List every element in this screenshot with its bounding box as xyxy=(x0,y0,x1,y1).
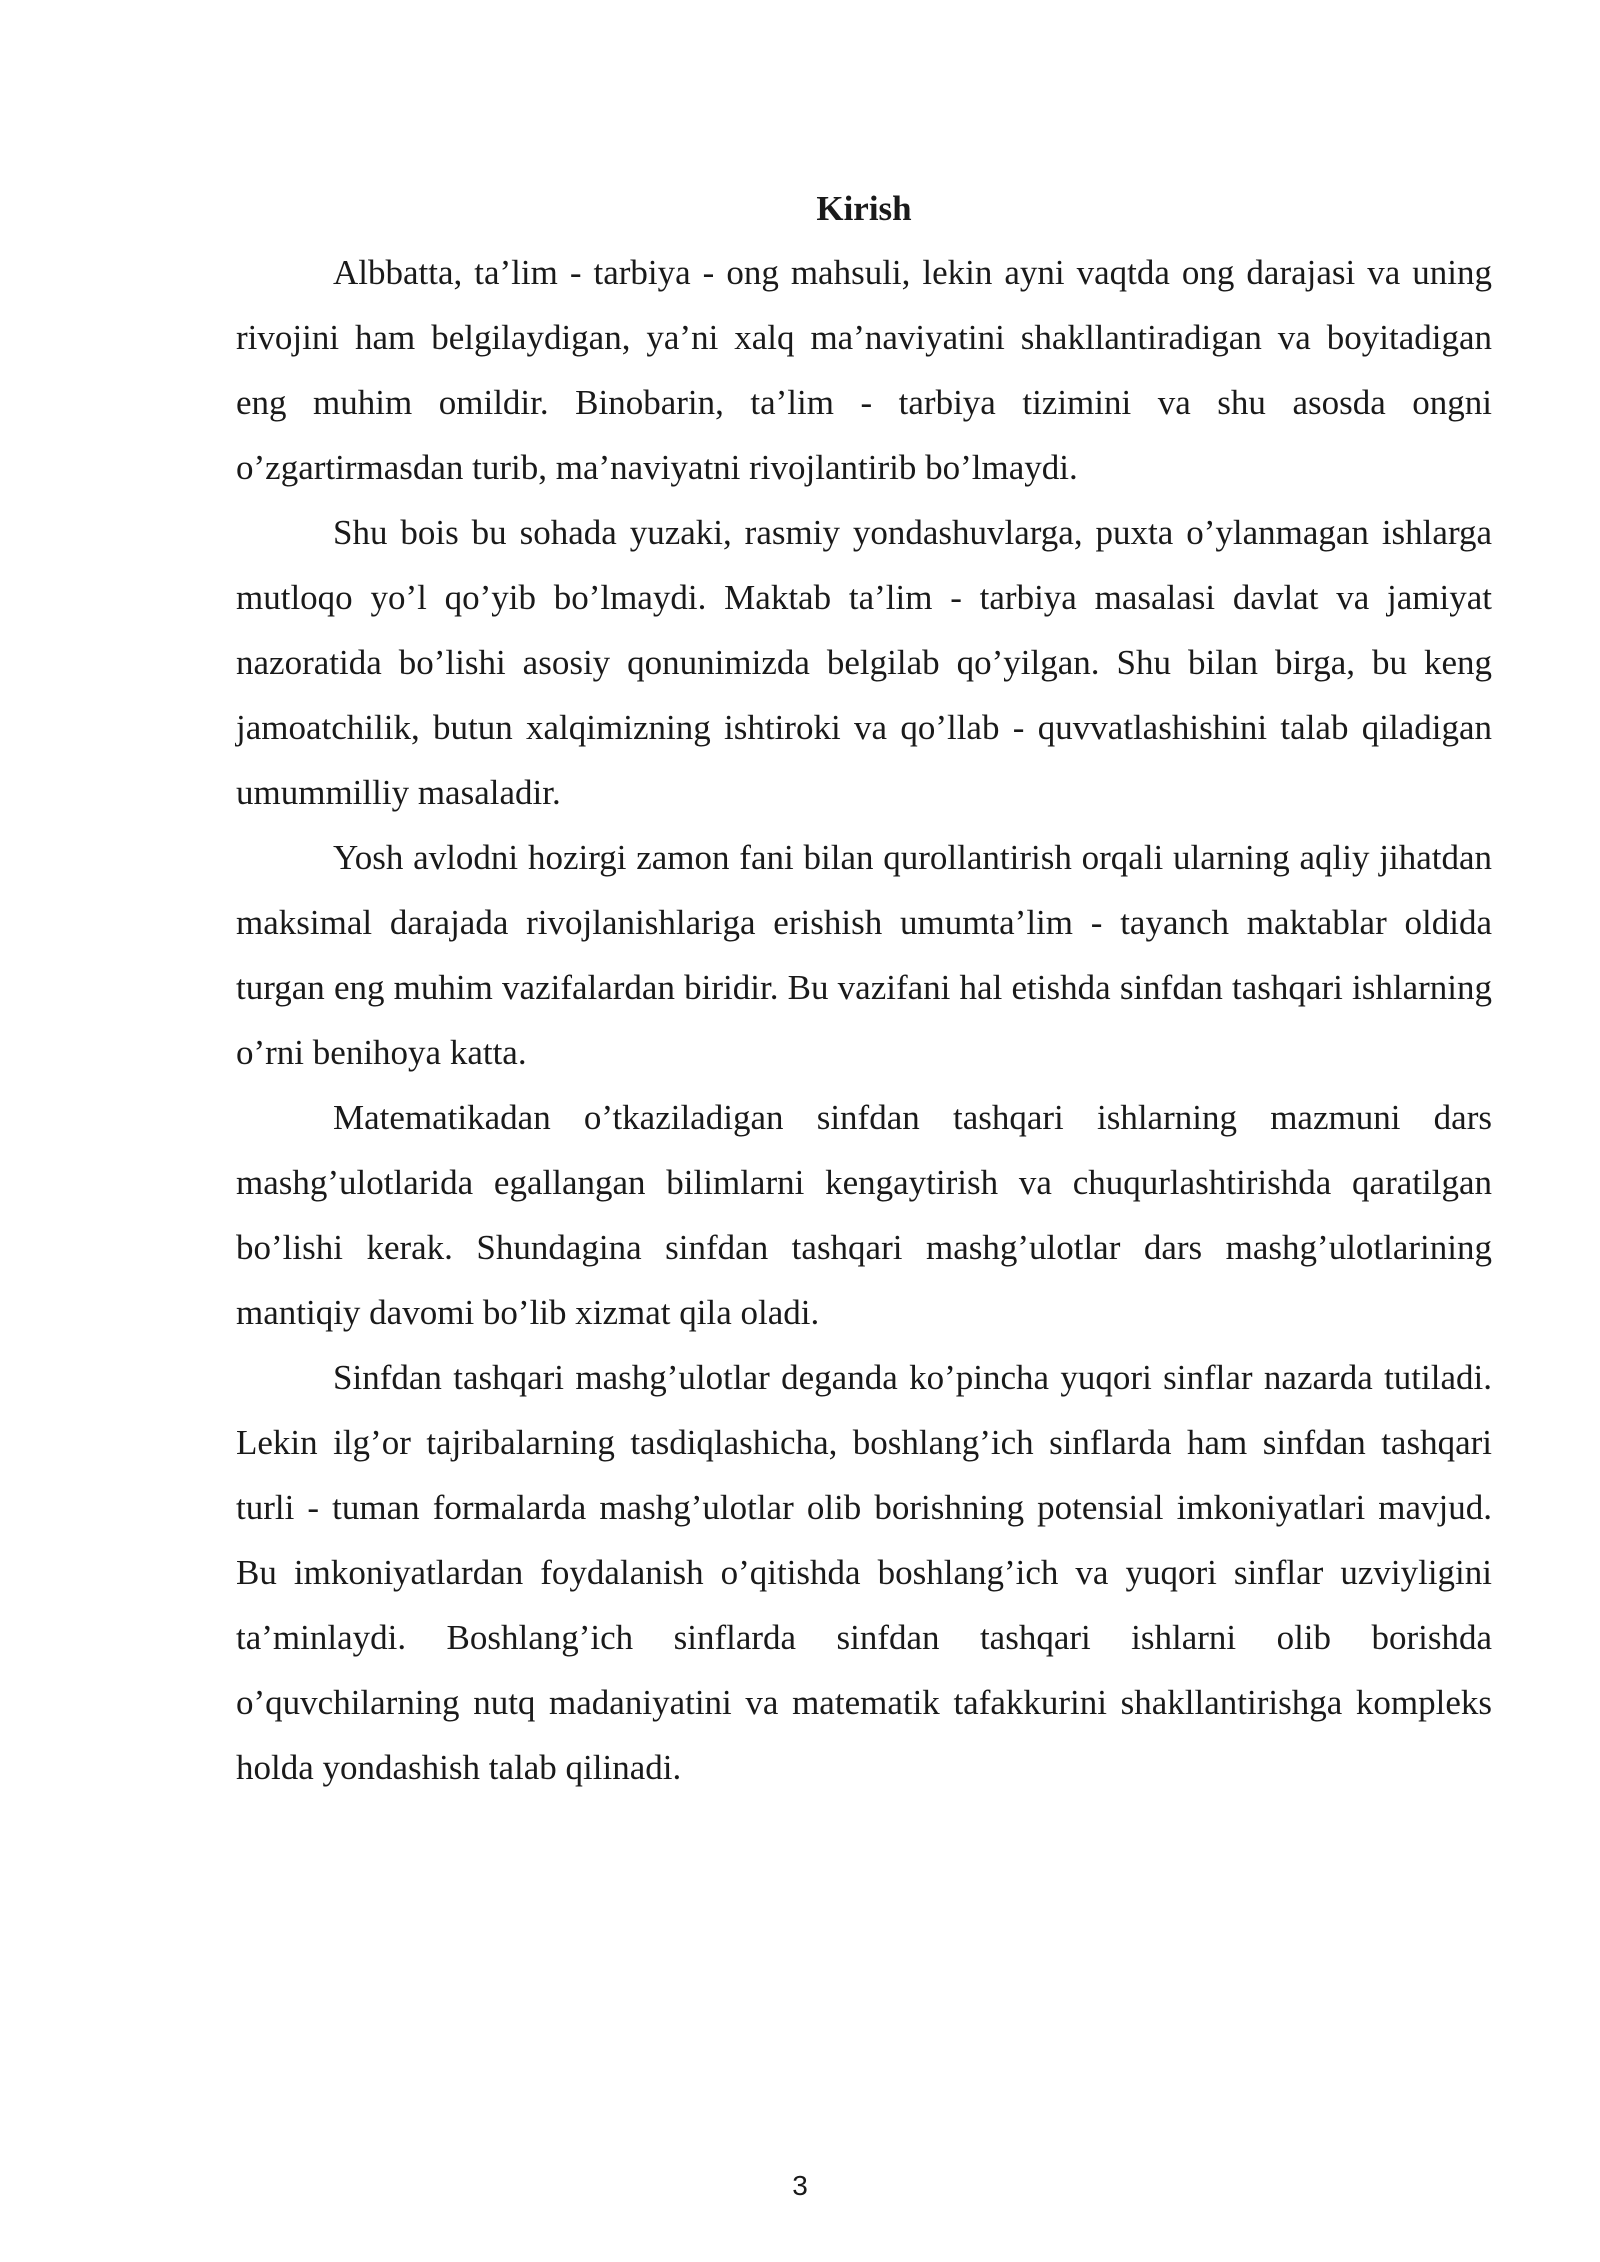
paragraph-4: Matematikadan o’tkaziladigan sinfdan tashqari ishlarning mazmuni dars mashg’ulotlarida egallangan bilimlarni kengaytirish va chuqurlashtirishda qaratilgan bo’lishi kerak. Shundagina sinfdan tashqari mashg’ulotlar dars mashg’ulotlarining mantiqiy davomi bo’lib xizmat qila oladi. xyxy=(236,1098,1492,1332)
page-title: Kirish xyxy=(816,189,912,228)
paragraph-3: Yosh avlodni hozirgi zamon fani bilan qurollantirish orqali ularning aqliy jihatdan maksimal darajada rivojlanishlariga erishish umumta’lim - tayanch maktablar oldida turgan eng muhim vazifalardan biridir. Bu vazifani hal etishda sinfdan tashqari ishlarning o’rni benihoya katta. xyxy=(236,838,1492,1072)
paragraph-2: Shu bois bu sohada yuzaki, rasmiy yondashuvlarga, puxta o’ylanmagan ishlarga mutloqo yo’l qo’yib bo’lmaydi. Maktab ta’lim - tarbiya masalasi davlat va jamiyat nazoratida bo’lishi asosiy qonunimizda belgilab qo’yilgan. Shu bilan birga, bu keng jamoatchilik, butun xalqimizning ishtiroki va qo’llab - quvvatlashishini talab qiladigan umummilliy masaladir. xyxy=(236,513,1492,812)
paragraph-1: Albbatta, ta’lim - tarbiya - ong mahsuli, lekin ayni vaqtda ong darajasi va uning rivojini ham belgilaydigan, ya’ni xalq ma’naviyatini shakllantiradigan va boyitadigan eng muhim omildir. Binobarin, ta’lim - tarbiya tizimini va shu asosda ongni o’zgartirmasdan turib, ma’naviyatni rivojlantirib bo’lmaydi. xyxy=(236,253,1492,487)
page-number: 3 xyxy=(792,2170,808,2201)
page-content xyxy=(236,178,1492,1800)
paragraph-5: Sinfdan tashqari mashg’ulotlar deganda ko’pincha yuqori sinflar nazarda tutiladi. Lekin ilg’or tajribalarning tasdiqlashicha, boshlang’ich sinflarda ham sinfdan tashqari turli - tuman formalarda mashg’ulotlar olib borishning potensial imkoniyatlari mavjud. Bu imkoniyatlardan foydalanish o’qitishda boshlang’ich va yuqori sinflar uzviyligini ta’minlaydi. Boshlang’ich sinflarda sinfdan tashqari ishlarni olib borishda o’quvchilarning nutq madaniyatini va matematik tafakkurini shakllantirishga kompleks holda yondashish talab qilinadi. xyxy=(236,1358,1492,1787)
